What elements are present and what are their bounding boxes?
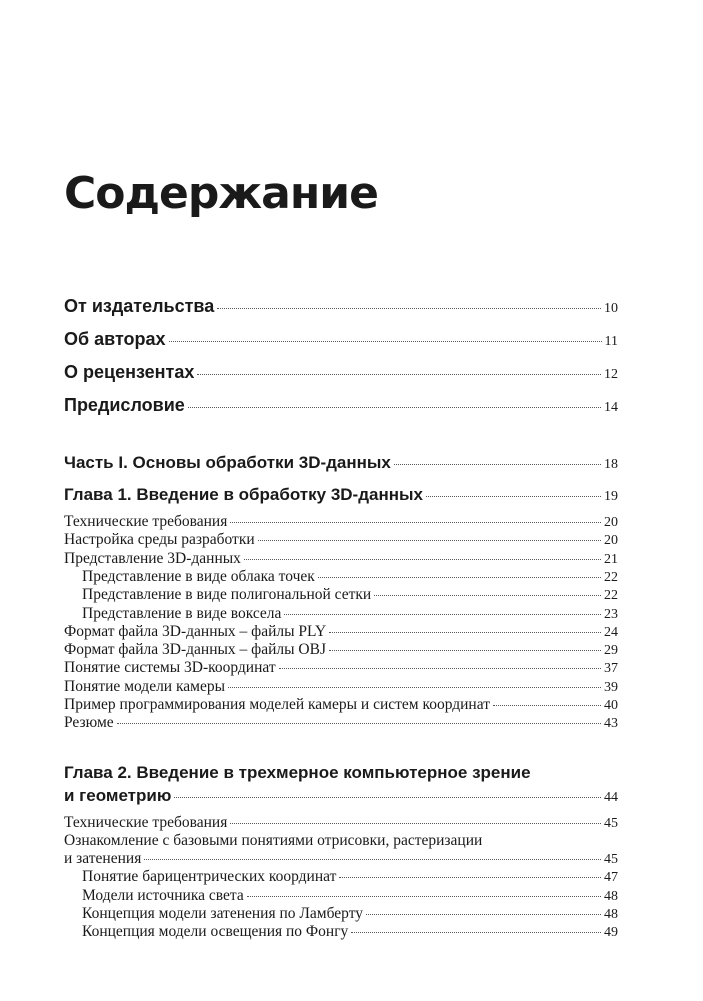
toc-entry-label: Понятие модели камеры: [64, 678, 226, 695]
dot-leader: [230, 522, 601, 523]
toc-entry-label: Часть I. Основы обработки 3D-данных: [64, 453, 391, 472]
toc-entry-subsection[interactable]: [64, 887, 618, 905]
toc-entry-label: Предисловие: [64, 395, 185, 415]
toc-page-number: 48: [604, 889, 618, 904]
toc-entry-subsection[interactable]: [64, 568, 618, 586]
toc-page-number: 44: [604, 790, 618, 805]
dot-leader: [329, 650, 601, 651]
toc-entry-section[interactable]: [64, 513, 618, 531]
toc-entry-section[interactable]: [64, 850, 618, 868]
toc-entry-label: Настройка среды разработки: [64, 531, 255, 548]
toc-entry-section[interactable]: [64, 714, 618, 732]
toc-entry-section[interactable]: [64, 641, 618, 659]
toc-page-number: 19: [604, 489, 618, 504]
dot-leader: [117, 723, 601, 724]
toc-entry-label: Понятие системы 3D-координат: [64, 659, 276, 676]
toc-entry-label: и геометрию: [64, 786, 172, 805]
toc-entry-part-1[interactable]: [64, 453, 618, 473]
toc-entry-chapter-1[interactable]: [64, 485, 618, 505]
toc-entry-section[interactable]: [64, 623, 618, 641]
toc-entry-label: Пример программирования моделей камеры и систем координат: [64, 696, 490, 713]
toc-entry-label: Представление в виде полигональной сетки: [82, 586, 372, 603]
toc-entry-subsection[interactable]: [64, 905, 618, 923]
toc-page-number: 43: [604, 716, 618, 731]
dot-leader: [197, 374, 601, 375]
dot-leader: [144, 859, 601, 860]
toc-entry-label: Формат файла 3D-данных – файлы PLY: [64, 623, 327, 640]
toc-page-number: 37: [604, 661, 618, 676]
toc-page-number: 10: [604, 301, 618, 316]
toc-page-number: 11: [604, 334, 618, 349]
toc-entry-section[interactable]: [64, 814, 618, 832]
toc-entry-subsection[interactable]: [64, 605, 618, 623]
toc-page-number: 21: [604, 552, 618, 567]
toc-entry-section[interactable]: [64, 678, 618, 696]
toc-entry-label: Представление в виде облака точек: [82, 568, 315, 585]
dot-leader: [351, 932, 601, 933]
toc-entry-section[interactable]: [64, 659, 618, 677]
toc-entry-subsection[interactable]: [64, 868, 618, 886]
toc-page-number: 22: [604, 588, 618, 603]
dot-leader: [228, 687, 601, 688]
dot-leader: [188, 407, 601, 408]
toc-page-number: 39: [604, 680, 618, 695]
dot-leader: [230, 823, 601, 824]
dot-leader: [174, 797, 601, 798]
dot-leader: [247, 896, 601, 897]
toc-entry-subsection[interactable]: [64, 586, 618, 604]
toc-entry-preface[interactable]: [64, 395, 618, 416]
toc-entry-label: и затенения: [64, 850, 142, 867]
dot-leader: [366, 914, 601, 915]
toc-entry-publisher[interactable]: [64, 296, 618, 317]
toc-entry-label: Формат файла 3D-данных – файлы OBJ: [64, 641, 326, 658]
toc-entry-label: Понятие барицентрических координат: [82, 868, 337, 885]
toc-page-number: 47: [604, 870, 618, 885]
dot-leader: [394, 464, 601, 465]
dot-leader: [169, 341, 602, 342]
toc-page-number: 23: [604, 607, 618, 622]
toc-entry-label: Представление в виде воксела: [82, 605, 282, 622]
toc-page-number: 20: [604, 515, 618, 530]
dot-leader: [244, 559, 601, 560]
dot-leader: [493, 705, 601, 706]
toc-page-number: 49: [604, 925, 618, 940]
toc-page-number: 45: [604, 852, 618, 867]
toc-page-number: 29: [604, 643, 618, 658]
toc-page-number: 45: [604, 816, 618, 831]
toc-entry-label: Технические требования: [64, 513, 228, 530]
page-title: Содержание: [64, 168, 378, 219]
toc-entry-section[interactable]: [64, 550, 618, 568]
toc-page-number: 48: [604, 907, 618, 922]
toc-entry-label: Резюме: [64, 714, 114, 731]
toc-entry-chapter-2[interactable]: [64, 786, 618, 806]
toc-entry-section[interactable]: [64, 531, 618, 549]
toc-page-number: 12: [604, 367, 618, 382]
toc-entry-label: Концепция модели освещения по Фонгу: [82, 923, 349, 940]
dot-leader: [318, 577, 601, 578]
toc-entry-label: Представление 3D-данных: [64, 550, 241, 567]
toc-entry-label: Модели источника света: [82, 887, 244, 904]
dot-leader: [279, 668, 601, 669]
toc-entry-label: Концепция модели затенения по Ламберту: [82, 905, 364, 922]
dot-leader: [329, 632, 601, 633]
toc-chapter-2-title-line-1[interactable]: Глава 2. Введение в трехмерное компьютерное зрение: [64, 763, 531, 782]
toc-entry-label: О рецензентах: [64, 362, 195, 382]
toc-entry-label: Об авторах: [64, 329, 166, 349]
dot-leader: [217, 308, 601, 309]
toc-entry-label: От издательства: [64, 296, 215, 316]
toc-page-number: 24: [604, 625, 618, 640]
dot-leader: [284, 614, 601, 615]
dot-leader: [374, 595, 601, 596]
toc-entry-authors[interactable]: [64, 329, 618, 350]
toc-entry-label: Глава 1. Введение в обработку 3D-данных: [64, 485, 423, 504]
toc-entry-subsection[interactable]: [64, 923, 618, 941]
dot-leader: [426, 496, 601, 497]
toc-entry-label: Технические требования: [64, 814, 228, 831]
toc-entry-reviewers[interactable]: [64, 362, 618, 383]
toc-page-number: 20: [604, 533, 618, 548]
toc-entry-section[interactable]: [64, 696, 618, 714]
dot-leader: [339, 877, 601, 878]
toc-section-title-line-1[interactable]: Ознакомление с базовыми понятиями отрисовки, растеризации: [64, 832, 483, 849]
toc-page-number: 40: [604, 698, 618, 713]
toc-page-number: 14: [604, 400, 618, 415]
toc-page-number: 22: [604, 570, 618, 585]
dot-leader: [258, 540, 601, 541]
toc-page-number: 18: [604, 457, 618, 472]
